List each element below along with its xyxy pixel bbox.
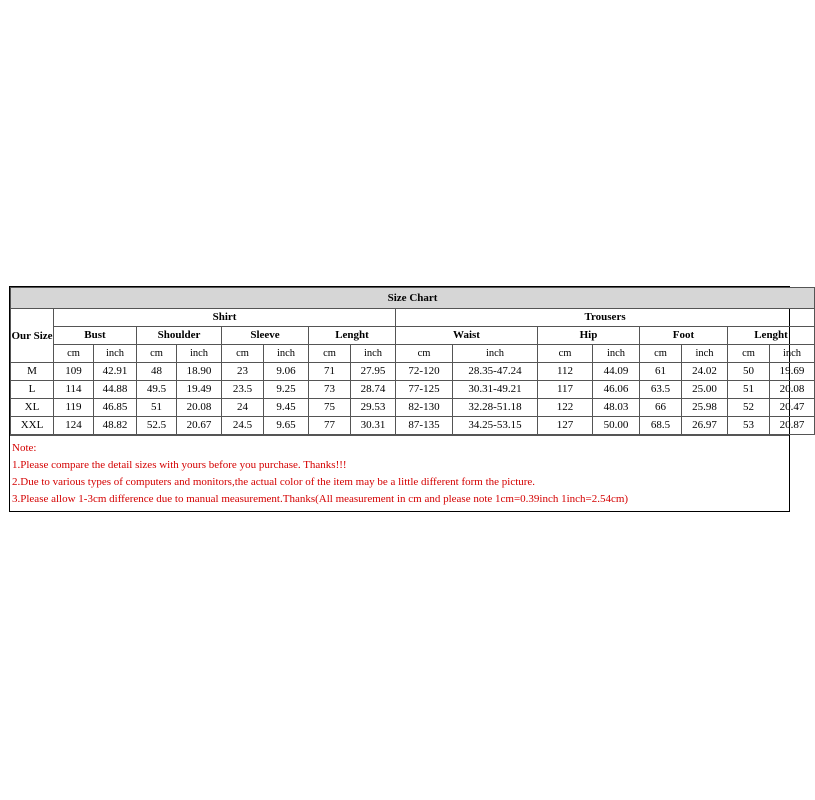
table-cell: 20.47 bbox=[770, 399, 815, 417]
table-cell: 44.88 bbox=[94, 381, 137, 399]
unit-cm: cm bbox=[54, 345, 94, 363]
table-cell: 24 bbox=[222, 399, 264, 417]
table-cell: 23.5 bbox=[222, 381, 264, 399]
table-row bbox=[11, 399, 815, 417]
table-cell: 75 bbox=[309, 399, 351, 417]
table-cell: 50.00 bbox=[593, 417, 640, 435]
table-cell: 72-120 bbox=[396, 363, 453, 381]
table-cell: 48 bbox=[137, 363, 177, 381]
table-cell: 52 bbox=[728, 399, 770, 417]
table-cell: 82-130 bbox=[396, 399, 453, 417]
table-cell: 20.87 bbox=[770, 417, 815, 435]
table-cell: 19.49 bbox=[177, 381, 222, 399]
table-cell: 87-135 bbox=[396, 417, 453, 435]
table-cell: 114 bbox=[54, 381, 94, 399]
table-cell: 77 bbox=[309, 417, 351, 435]
table-cell: 46.06 bbox=[593, 381, 640, 399]
table-cell: 30.31-49.21 bbox=[453, 381, 538, 399]
measure-header: Shoulder bbox=[137, 327, 222, 345]
unit-inch: inch bbox=[351, 345, 396, 363]
table-cell: 49.5 bbox=[137, 381, 177, 399]
table-cell: 23 bbox=[222, 363, 264, 381]
unit-cm: cm bbox=[222, 345, 264, 363]
table-cell: 44.09 bbox=[593, 363, 640, 381]
size-column-header: Our Size bbox=[11, 309, 54, 363]
table-cell: 27.95 bbox=[351, 363, 396, 381]
table-cell: 122 bbox=[538, 399, 593, 417]
unit-inch: inch bbox=[264, 345, 309, 363]
measure-header: Lenght bbox=[728, 327, 815, 345]
table-cell: 20.08 bbox=[177, 399, 222, 417]
table-cell: 9.65 bbox=[264, 417, 309, 435]
unit-inch: inch bbox=[177, 345, 222, 363]
group-header-trousers: Trousers bbox=[396, 309, 815, 327]
table-cell: 53 bbox=[728, 417, 770, 435]
measure-header: Foot bbox=[640, 327, 728, 345]
unit-cm: cm bbox=[538, 345, 593, 363]
size-table bbox=[10, 287, 815, 435]
table-cell: 117 bbox=[538, 381, 593, 399]
note-line-1: 1.Please compare the detail sizes with yours before you purchase. Thanks!!! bbox=[12, 459, 347, 471]
table-cell: 19.69 bbox=[770, 363, 815, 381]
table-cell: 48.03 bbox=[593, 399, 640, 417]
table-cell: 52.5 bbox=[137, 417, 177, 435]
table-cell: 127 bbox=[538, 417, 593, 435]
table-cell: 77-125 bbox=[396, 381, 453, 399]
size-chart bbox=[9, 286, 805, 512]
table-cell: 42.91 bbox=[94, 363, 137, 381]
unit-cm: cm bbox=[137, 345, 177, 363]
table-cell: 26.97 bbox=[682, 417, 728, 435]
note-line-3: 3.Please allow 1-3cm difference due to manual measurement.Thanks(All measurement in cm and please note 1cm=0.39inch 1inch=2.54cm) bbox=[12, 493, 629, 505]
measure-header: Hip bbox=[538, 327, 640, 345]
table-cell: 119 bbox=[54, 399, 94, 417]
table-cell: 66 bbox=[640, 399, 682, 417]
table-row bbox=[11, 417, 815, 435]
table-cell: 24.02 bbox=[682, 363, 728, 381]
table-cell: 20.67 bbox=[177, 417, 222, 435]
chart-title: Size Chart bbox=[11, 288, 815, 309]
notes-section bbox=[10, 435, 789, 511]
unit-inch: inch bbox=[682, 345, 728, 363]
table-cell: 48.82 bbox=[94, 417, 137, 435]
measure-header: Waist bbox=[396, 327, 538, 345]
note-line-2: 2.Due to various types of computers and monitors,the actual color of the item may be a little different form the picture. bbox=[12, 476, 536, 488]
table-cell: 9.45 bbox=[264, 399, 309, 417]
table-cell: 50 bbox=[728, 363, 770, 381]
group-header-shirt: Shirt bbox=[54, 309, 396, 327]
table-cell: 51 bbox=[728, 381, 770, 399]
table-cell: 63.5 bbox=[640, 381, 682, 399]
table-cell: 61 bbox=[640, 363, 682, 381]
table-cell: 30.31 bbox=[351, 417, 396, 435]
table-cell: 109 bbox=[54, 363, 94, 381]
unit-inch: inch bbox=[453, 345, 538, 363]
notes-heading: Note: bbox=[12, 442, 37, 454]
size-label: XL bbox=[11, 399, 54, 417]
table-row bbox=[11, 363, 815, 381]
size-label: L bbox=[11, 381, 54, 399]
table-cell: 9.06 bbox=[264, 363, 309, 381]
measure-header: Sleeve bbox=[222, 327, 309, 345]
table-cell: 25.98 bbox=[682, 399, 728, 417]
table-cell: 124 bbox=[54, 417, 94, 435]
unit-cm: cm bbox=[396, 345, 453, 363]
table-cell: 112 bbox=[538, 363, 593, 381]
table-cell: 51 bbox=[137, 399, 177, 417]
table-cell: 25.00 bbox=[682, 381, 728, 399]
unit-cm: cm bbox=[640, 345, 682, 363]
table-cell: 28.74 bbox=[351, 381, 396, 399]
unit-inch: inch bbox=[770, 345, 815, 363]
size-label: XXL bbox=[11, 417, 54, 435]
size-label: M bbox=[11, 363, 54, 381]
unit-cm: cm bbox=[728, 345, 770, 363]
table-cell: 18.90 bbox=[177, 363, 222, 381]
measure-header: Bust bbox=[54, 327, 137, 345]
unit-inch: inch bbox=[94, 345, 137, 363]
table-cell: 24.5 bbox=[222, 417, 264, 435]
table-cell: 46.85 bbox=[94, 399, 137, 417]
table-row bbox=[11, 381, 815, 399]
table-cell: 28.35-47.24 bbox=[453, 363, 538, 381]
table-cell: 20.08 bbox=[770, 381, 815, 399]
table-cell: 71 bbox=[309, 363, 351, 381]
table-cell: 32.28-51.18 bbox=[453, 399, 538, 417]
table-cell: 29.53 bbox=[351, 399, 396, 417]
unit-inch: inch bbox=[593, 345, 640, 363]
table-cell: 68.5 bbox=[640, 417, 682, 435]
unit-cm: cm bbox=[309, 345, 351, 363]
table-cell: 9.25 bbox=[264, 381, 309, 399]
table-cell: 73 bbox=[309, 381, 351, 399]
table-cell: 34.25-53.15 bbox=[453, 417, 538, 435]
measure-header: Lenght bbox=[309, 327, 396, 345]
